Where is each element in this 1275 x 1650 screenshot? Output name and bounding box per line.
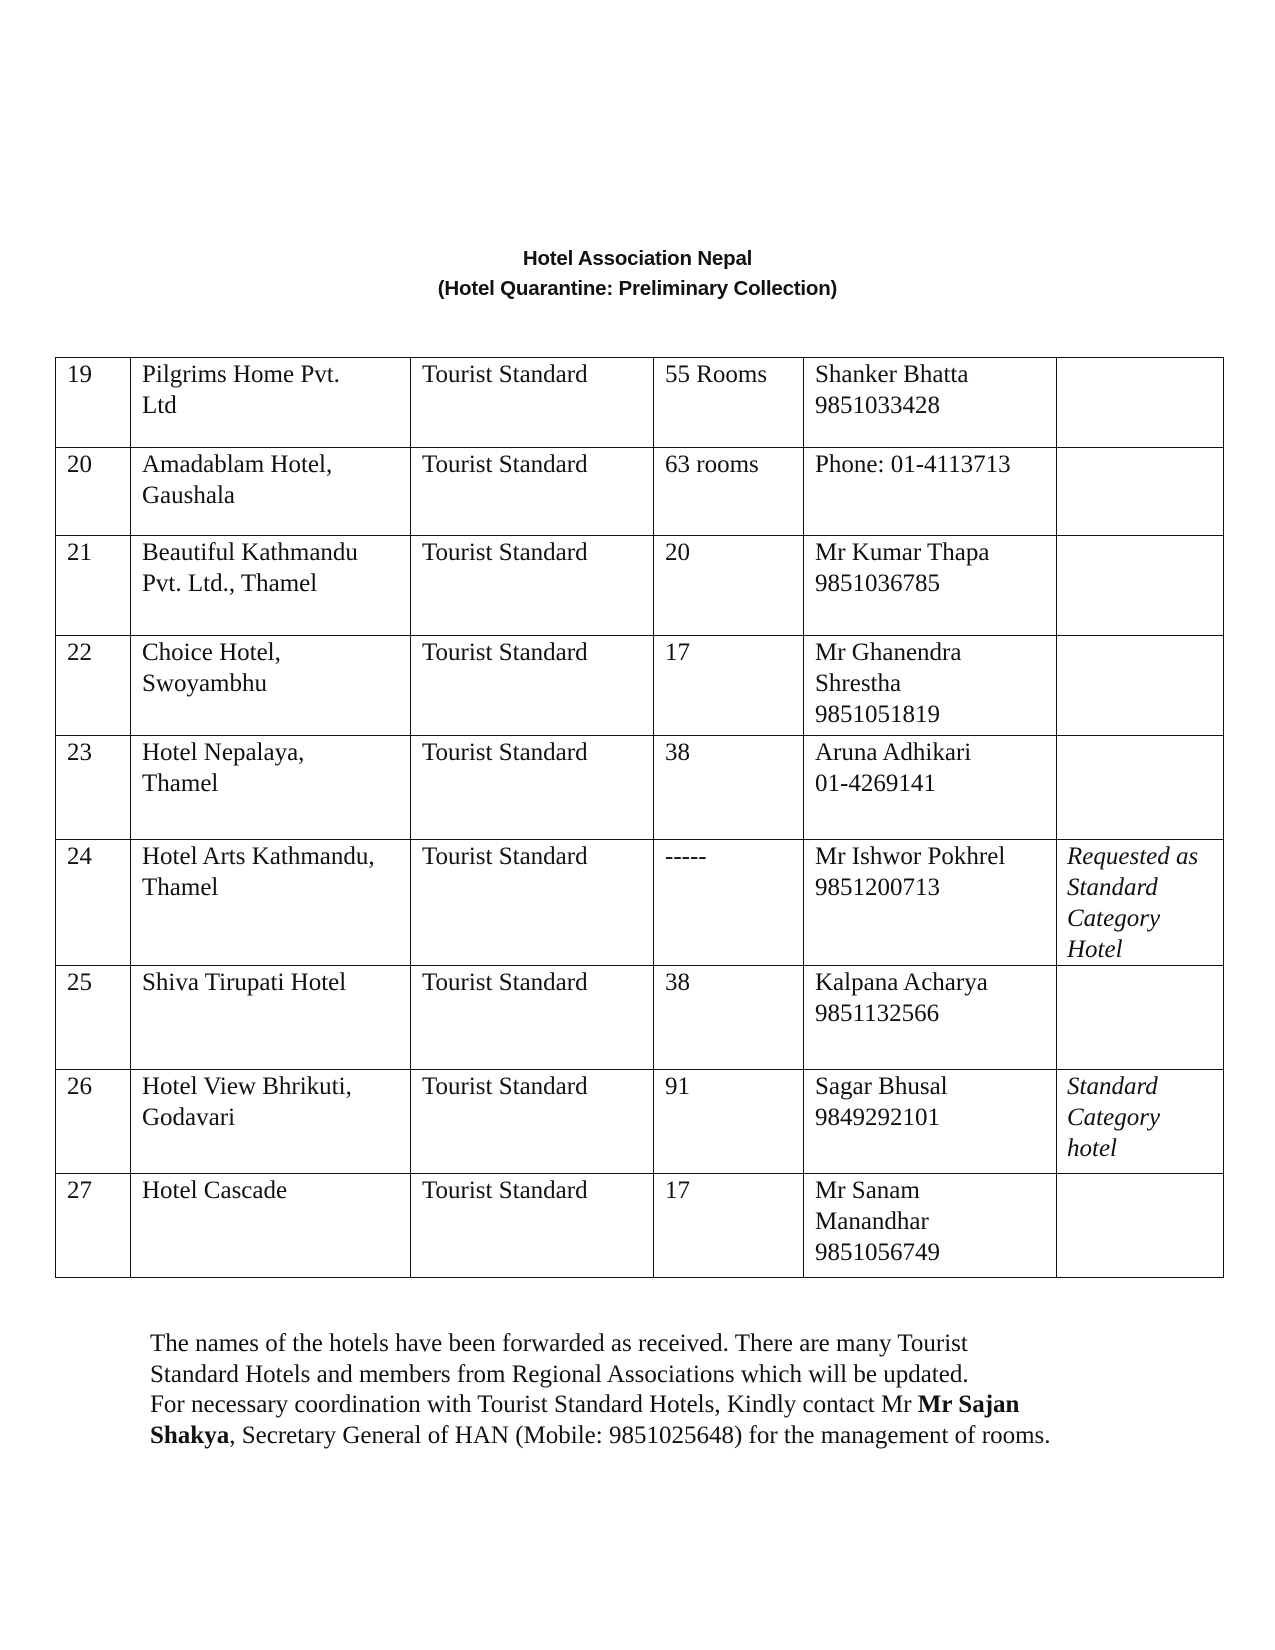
hotel-name: Pilgrims Home Pvt. Ltd bbox=[131, 358, 411, 448]
footnote-line bbox=[150, 1421, 1150, 1452]
row-number: 24 bbox=[56, 840, 131, 966]
room-count: 91 bbox=[654, 1070, 804, 1174]
remark bbox=[1057, 966, 1224, 1070]
table-row bbox=[56, 840, 1224, 966]
table-row bbox=[56, 448, 1224, 536]
contact-info: Mr Ishwor Pokhrel 9851200713 bbox=[804, 840, 1057, 966]
contact-info: Phone: 01-4113713 bbox=[804, 448, 1057, 536]
remark: Standard Category hotel bbox=[1057, 1070, 1224, 1174]
footnote-text: For necessary coordination with Tourist Standard Hotels, Kindly contact Mr bbox=[150, 1391, 918, 1418]
row-number: 26 bbox=[56, 1070, 131, 1174]
remark: Requested as Standard Category Hotel bbox=[1057, 840, 1224, 966]
room-count: 55 Rooms bbox=[654, 358, 804, 448]
hotel-category: Tourist Standard bbox=[411, 840, 654, 966]
hotel-name: Hotel Cascade bbox=[131, 1174, 411, 1278]
hotel-name: Hotel Nepalaya, Thamel bbox=[131, 736, 411, 840]
contact-info: Kalpana Acharya 9851132566 bbox=[804, 966, 1057, 1070]
footnote-line bbox=[150, 1390, 1150, 1421]
hotel-category: Tourist Standard bbox=[411, 358, 654, 448]
hotel-category: Tourist Standard bbox=[411, 448, 654, 536]
contact-info: Shanker Bhatta 9851033428 bbox=[804, 358, 1057, 448]
remark bbox=[1057, 358, 1224, 448]
room-count: 38 bbox=[654, 736, 804, 840]
hotel-name: Choice Hotel, Swoyambhu bbox=[131, 636, 411, 736]
hotel-category: Tourist Standard bbox=[411, 1070, 654, 1174]
room-count: 20 bbox=[654, 536, 804, 636]
contact-info: Mr Sanam Manandhar 9851056749 bbox=[804, 1174, 1057, 1278]
row-number: 22 bbox=[56, 636, 131, 736]
remark bbox=[1057, 736, 1224, 840]
row-number: 25 bbox=[56, 966, 131, 1070]
table-row bbox=[56, 1174, 1224, 1278]
row-number: 27 bbox=[56, 1174, 131, 1278]
contact-info: Mr Kumar Thapa 9851036785 bbox=[804, 536, 1057, 636]
table-row bbox=[56, 536, 1224, 636]
footnote-text: , Secretary General of HAN (Mobile: 9851025648) for the management of rooms. bbox=[229, 1421, 1051, 1449]
hotel-name: Shiva Tirupati Hotel bbox=[131, 966, 411, 1070]
table-row bbox=[56, 966, 1224, 1070]
table-row bbox=[56, 1070, 1224, 1174]
hotel-name: Beautiful Kathmandu Pvt. Ltd., Thamel bbox=[131, 536, 411, 636]
table-row bbox=[56, 736, 1224, 840]
footnote-line: The names of the hotels have been forwarded as received. There are many Tourist bbox=[150, 1330, 968, 1357]
room-count: 17 bbox=[654, 1174, 804, 1278]
row-number: 20 bbox=[56, 448, 131, 536]
hotel-category: Tourist Standard bbox=[411, 1174, 654, 1278]
contact-info: Mr Ghanendra Shrestha 9851051819 bbox=[804, 636, 1057, 736]
row-number: 23 bbox=[56, 736, 131, 840]
remark bbox=[1057, 636, 1224, 736]
remark bbox=[1057, 536, 1224, 636]
table-row bbox=[56, 636, 1224, 736]
room-count: ----- bbox=[654, 840, 804, 966]
room-count: 63 rooms bbox=[654, 448, 804, 536]
table-row bbox=[56, 358, 1224, 448]
hotel-table bbox=[55, 357, 1224, 1278]
remark bbox=[1057, 448, 1224, 536]
hotel-name: Amadablam Hotel, Gaushala bbox=[131, 448, 411, 536]
hotel-name: Hotel Arts Kathmandu, Thamel bbox=[131, 840, 411, 966]
row-number: 19 bbox=[56, 358, 131, 448]
contact-info: Aruna Adhikari 01-4269141 bbox=[804, 736, 1057, 840]
hotel-category: Tourist Standard bbox=[411, 536, 654, 636]
footnote-line: Standard Hotels and members from Regional Associations which will be updated. bbox=[150, 1360, 969, 1388]
room-count: 38 bbox=[654, 966, 804, 1070]
hotel-category: Tourist Standard bbox=[411, 966, 654, 1070]
contact-person-surname: Shakya bbox=[150, 1421, 230, 1449]
room-count: 17 bbox=[654, 636, 804, 736]
contact-person-name: Mr Sajan bbox=[917, 1391, 1020, 1418]
remark bbox=[1057, 1174, 1224, 1278]
hotel-category: Tourist Standard bbox=[411, 736, 654, 840]
footnote bbox=[150, 1329, 1150, 1451]
contact-info: Sagar Bhusal 9849292101 bbox=[804, 1070, 1057, 1174]
row-number: 21 bbox=[56, 536, 131, 636]
hotel-name: Hotel View Bhrikuti, Godavari bbox=[131, 1070, 411, 1174]
hotel-category: Tourist Standard bbox=[411, 636, 654, 736]
page-title: Hotel Association Nepal bbox=[522, 247, 753, 270]
page-subtitle: (Hotel Quarantine: Preliminary Collection) bbox=[437, 277, 838, 300]
document-header bbox=[0, 244, 1275, 304]
